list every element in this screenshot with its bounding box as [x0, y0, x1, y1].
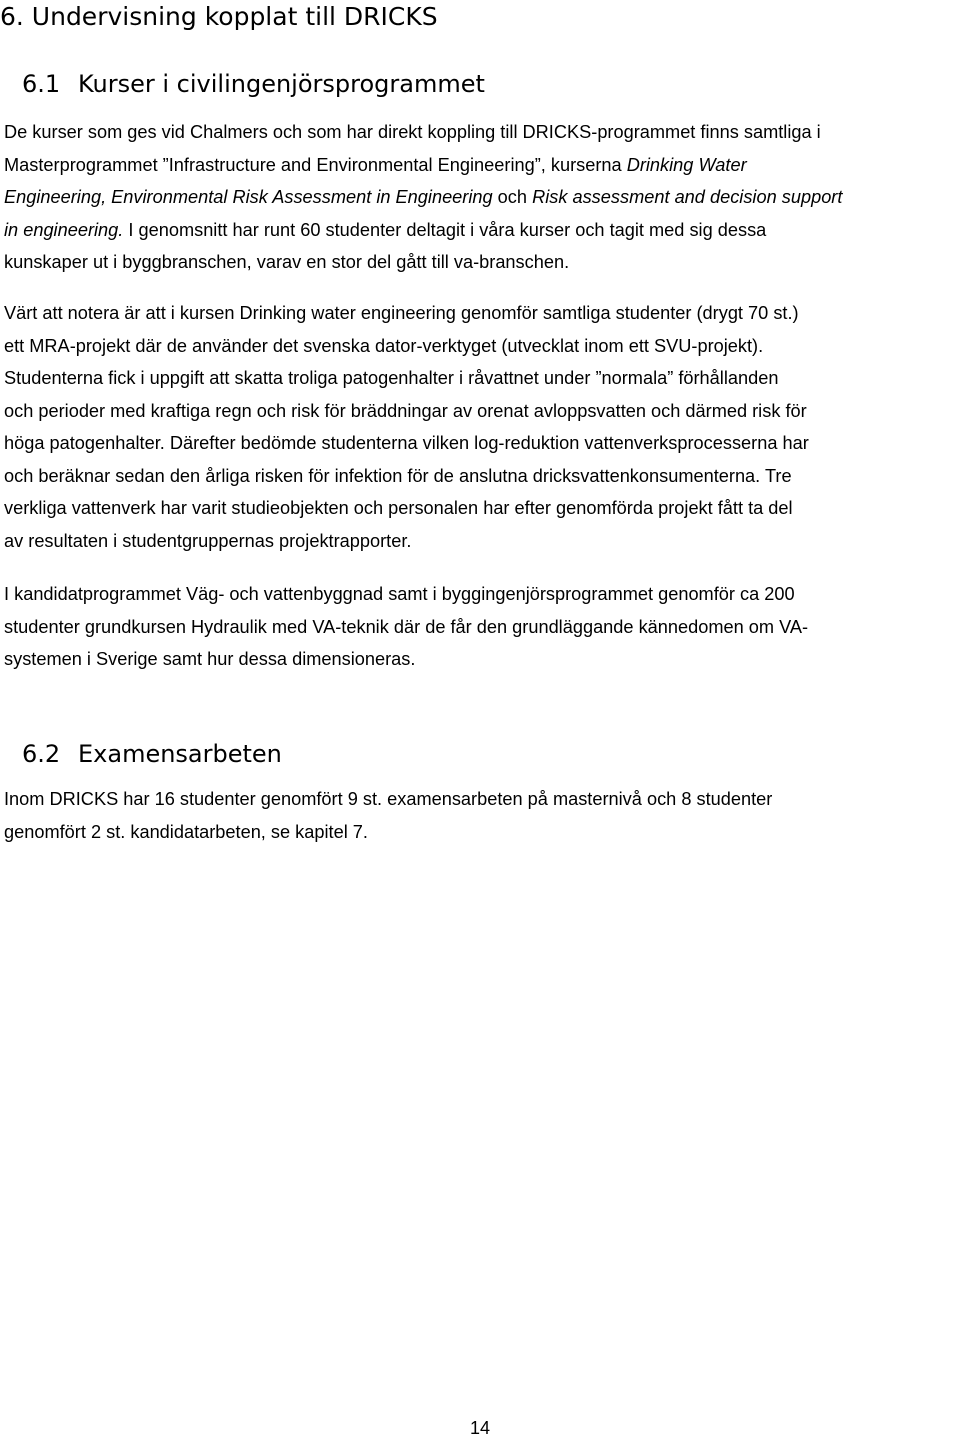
text-line: Inom DRICKS har 16 studenter genomfört 9 st. examensarbeten på masternivå och 8 studenter	[4, 789, 773, 809]
paragraph-mra-project	[4, 297, 958, 557]
course-name: in engineering.	[4, 219, 124, 240]
section-number: 6.2	[22, 740, 61, 768]
text-line: De kurser som ges vid Chalmers och som har direkt koppling till DRICKS-programmet finns samtliga i	[4, 122, 821, 142]
text-line: studenter grundkursen Hydraulik med VA-teknik där de får den grundläggande kännedomen om VA-	[4, 616, 809, 637]
course-name: Risk assessment and decision support	[532, 187, 843, 207]
course-name: Engineering, Environmental Risk Assessment in Engineering	[4, 187, 493, 207]
text-line: höga patogenhalter. Därefter bedömde studenterna vilken log-reduktion vattenverksprocesserna har	[4, 433, 809, 453]
text-line: ett MRA-projekt där de använder det svenska dator-verktyget (utvecklat inom ett SVU-projekt).	[4, 335, 764, 356]
text-line: systemen i Sverige samt hur dessa dimensioneras.	[4, 649, 416, 669]
page-number: 14	[469, 1418, 491, 1438]
text-line: kunskaper ut i byggbranschen, varav en stor del gått till va-branschen.	[4, 252, 570, 272]
section-title: Examensarbeten	[78, 740, 282, 768]
text-run: och	[492, 187, 533, 207]
chapter-heading: 6. Undervisning kopplat till DRICKS	[0, 2, 438, 31]
text-line	[4, 181, 958, 214]
text-line: och beräknar sedan den årliga risken för infektion för de anslutna dricksvattenkonsumenterna. Tre	[4, 465, 792, 486]
course-name: Drinking Water	[626, 154, 747, 175]
text-line: verkliga vattenverk har varit studieobjekten och personalen har efter genomförda projekt fått ta del	[4, 498, 793, 518]
text-line: Studenterna fick i uppgift att skatta troliga patogenhalter i råvattnet under ”normala” förhållanden	[4, 368, 779, 388]
text-line	[4, 214, 958, 247]
text-line: genomfört 2 st. kandidatarbeten, se kapitel 7.	[4, 821, 368, 842]
section-heading-6-2	[22, 738, 282, 770]
paragraph-bachelor-program	[4, 578, 958, 676]
text-run: Masterprogrammet ”Infrastructure and Environmental Engineering”, kurserna	[4, 154, 627, 175]
text-line: av resultaten i studentgruppernas projektrapporter.	[4, 530, 412, 551]
text-line: Värt att notera är att i kursen Drinking water engineering genomför samtliga studenter (drygt 70 st.)	[4, 303, 799, 323]
paragraph-theses	[4, 783, 958, 848]
section-number: 6.1	[22, 70, 61, 98]
section-title: Kurser i civilingenjörsprogrammet	[78, 70, 485, 98]
section-heading-6-1	[22, 68, 485, 100]
paragraph-courses	[4, 116, 958, 279]
text-run: I genomsnitt har runt 60 studenter deltagit i våra kurser och tagit med sig dessa	[123, 219, 767, 240]
text-line	[4, 149, 958, 182]
text-line: I kandidatprogrammet Väg- och vattenbyggnad samt i byggingenjörsprogrammet genomför ca 200	[4, 584, 795, 604]
text-line: och perioder med kraftiga regn och risk för bräddningar av orenat avloppsvatten och därmed risk för	[4, 400, 807, 421]
